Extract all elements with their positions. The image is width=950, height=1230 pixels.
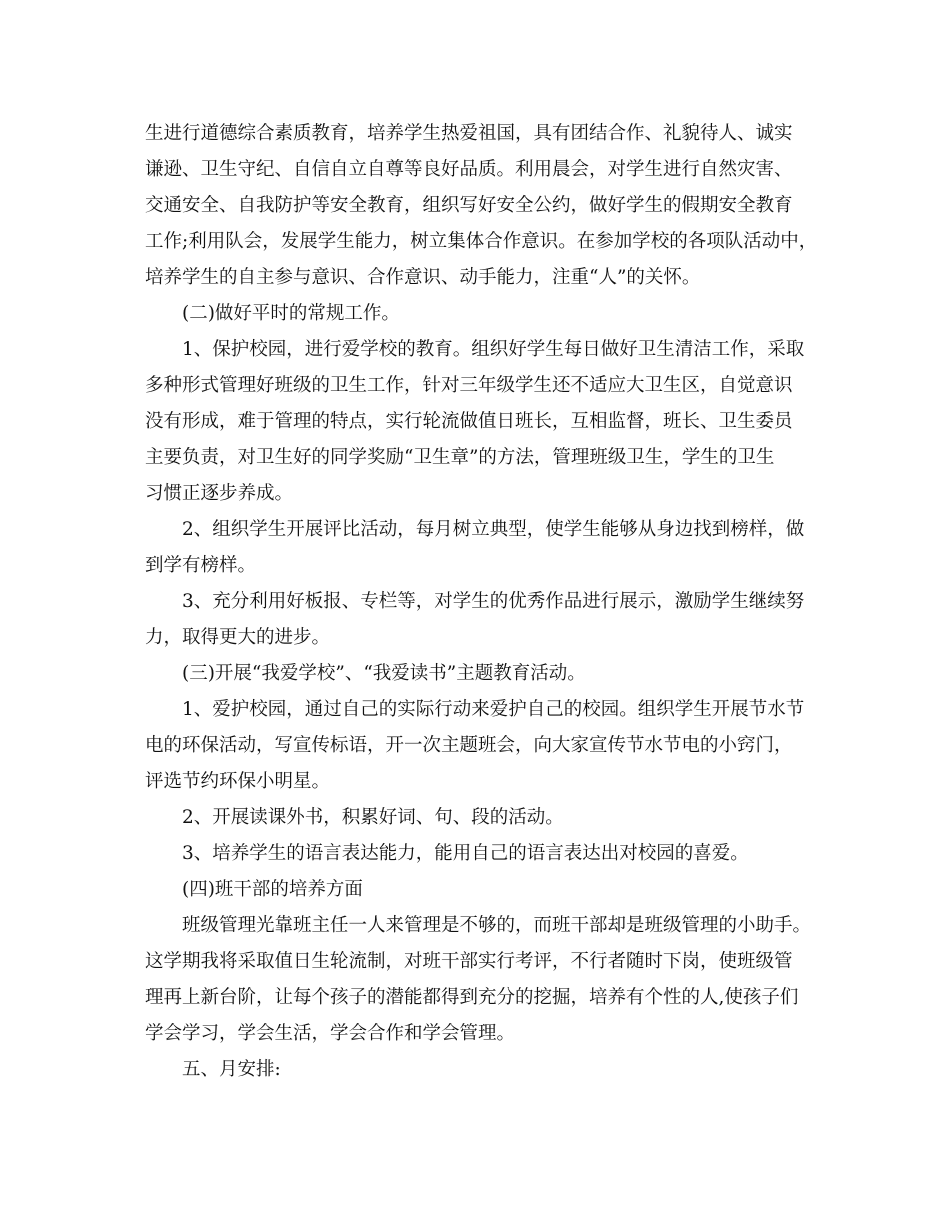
text-line: 班级管理光靠班主任一人来管理是不够的，而班干部却是班级管理的小助手。 [182,915,812,936]
section-heading: (二)做好平时的常规工作。 [182,303,400,324]
section-heading: 五、月安排: [182,1059,281,1080]
text-line: 谦逊、卫生守纪、自信自立自尊等良好品质。利用晨会，对学生进行自然灾害、 [145,159,793,180]
text-line: 1、爱护校园，通过自己的实际行动来爱护自己的校园。组织学生开展节水节 [182,699,805,720]
text-line: 3、充分利用好板报、专栏等，对学生的优秀作品进行展示，激励学生继续努 [182,591,805,612]
text-line: 电的环保活动，写宣传标语，开一次主题班会，向大家宣传节水节电的小窍门， [145,735,793,756]
text-line: 这学期我将采取值日生轮流制，对班干部实行考评，不行者随时下岗，使班级管 [145,951,793,972]
section-heading: (三)开展“我爱学校”、“我爱读书”主题教育活动。 [182,663,586,684]
text-line: 到学有榜样。 [145,555,257,576]
text-line: 培养学生的自主参与意识、合作意识、动手能力，注重“人”的关怀。 [145,267,701,288]
text-line: 1、保护校园，进行爱学校的教育。组织好学生每日做好卫生清洁工作，采取 [182,339,805,360]
text-line: 学会学习，学会生活，学会合作和学会管理。 [145,1023,516,1044]
text-line: 主要负责，对卫生好的同学奖励“卫生章”的方法，管理班级卫生，学生的卫生 [145,447,775,468]
text-line: 2、组织学生开展评比活动，每月树立典型，使学生能够从身边找到榜样，做 [182,519,805,540]
text-line: 交通安全、自我防护等安全教育，组织写好安全公约，做好学生的假期安全教育 [145,195,793,216]
text-line: 评选节约环保小明星。 [145,771,331,792]
text-line: 工作;利用队会，发展学生能力，树立集体合作意识。在参加学校的各项队活动中， [145,231,818,252]
section-heading: (四)班干部的培养方面 [182,879,363,900]
body-text [145,116,825,1088]
text-line: 力，取得更大的进步。 [145,627,331,648]
text-line: 多种形式管理好班级的卫生工作，针对三年级学生还不适应大卫生区，自觉意识 [145,375,793,396]
text-line: 3、培养学生的语言表达能力，能用自己的语言表达出对校园的喜爱。 [182,843,749,864]
text-line: 没有形成，难于管理的特点，实行轮流做值日班长，互相监督，班长、卫生委员 [145,411,793,432]
text-line: 习惯正逐步养成。 [145,483,294,504]
text-line: 2、开展读课外书，积累好词、句、段的活动。 [182,807,564,828]
text-line: 生进行道德综合素质教育，培养学生热爱祖国，具有团结合作、礼貌待人、诚实 [145,123,793,144]
text-line: 理再上新台阶，让每个孩子的潜能都得到充分的挖掘，培养有个性的人,使孩子们 [145,987,799,1008]
